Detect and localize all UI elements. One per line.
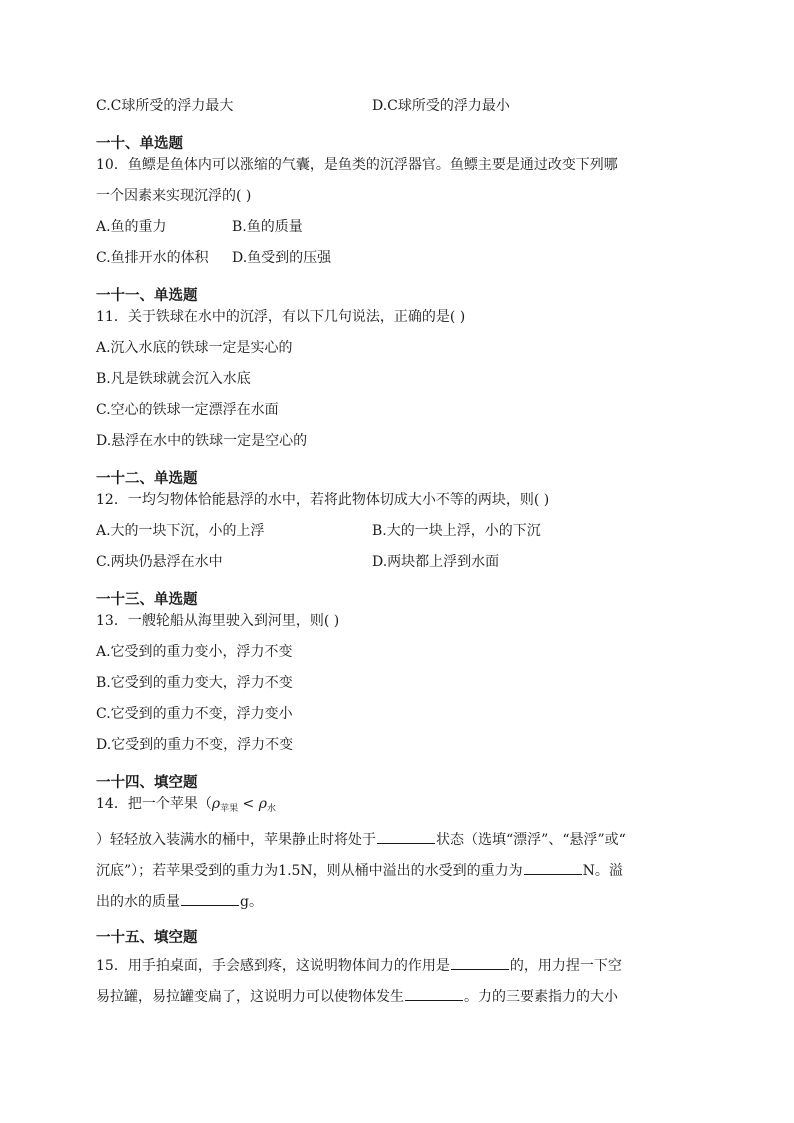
q14-text: 状态（选填“漂浮”、“悬浮”或“ <box>436 832 626 848</box>
q14-heading: 一十四、填空题 <box>96 774 198 791</box>
q10-option-d: D.鱼受到的压强 <box>232 250 332 266</box>
answer-blank[interactable] <box>451 955 509 970</box>
q14-text: ）轻轻放入装满水的桶中，苹果静止时将处于 <box>96 832 376 848</box>
rho-subscript-apple: 苹果 <box>220 804 239 814</box>
q14-text: 出的水的质量 <box>96 894 180 910</box>
q14-stem-prefix: 14．把一个苹果（ <box>96 796 212 812</box>
q15-stem-line1 <box>96 955 622 976</box>
q10-heading: 一十、单选题 <box>96 135 183 152</box>
q13-stem: 13．一艘轮船从海里驶入到河里，则( ) <box>96 613 340 629</box>
q12-option-d: D.两块都上浮到水面 <box>372 554 500 570</box>
q11-option-d: D.悬浮在水中的铁球一定是空心的 <box>96 433 308 449</box>
q10-stem-line1: 10．鱼鳔是鱼体内可以涨缩的气囊，是鱼类的沉浮器官。鱼鳔主要是通过改变下列哪 <box>96 157 618 173</box>
q10-option-a: A.鱼的重力 <box>96 219 167 235</box>
q11-option-c: C.空心的铁球一定漂浮在水面 <box>96 402 279 418</box>
q14-text: g。 <box>240 894 263 910</box>
q14-stem-line1 <box>96 794 276 819</box>
less-than-sign: < <box>242 796 255 812</box>
q15-heading: 一十五、填空题 <box>96 929 198 946</box>
q13-option-c: C.它受到的重力不变，浮力变小 <box>96 706 293 722</box>
q11-option-a: A.沉入水底的铁球一定是实心的 <box>96 340 293 356</box>
q15-text: 。力的三要素指力的大小 <box>464 989 618 1005</box>
q14-stem-line4 <box>96 891 263 912</box>
rho-symbol-apple: ρ <box>211 796 221 812</box>
q12-option-a: A.大的一块下沉，小的上浮 <box>96 523 265 539</box>
q14-text: N。溢 <box>582 863 623 879</box>
q13-option-d: D.它受到的重力不变，浮力不变 <box>96 737 294 753</box>
q10-option-b: B.鱼的质量 <box>232 219 303 235</box>
q14-text: 沉底”）；若苹果受到的重力为1.5N，则从桶中溢出的水受到的重力为 <box>96 863 523 879</box>
q10-stem-line2: 一个因素来实现沉浮的( ) <box>96 188 252 204</box>
q11-stem: 11．关于铁球在水中的沉浮，有以下几句说法，正确的是( ) <box>96 309 466 325</box>
q14-stem-line2 <box>96 829 626 850</box>
q11-heading: 一十一、单选题 <box>96 287 198 304</box>
answer-blank[interactable] <box>524 860 582 875</box>
q15-text: 15．用手拍桌面，手会感到疼，这说明物体间力的作用是 <box>96 958 450 974</box>
q12-option-b: B.大的一块上浮，小的下沉 <box>372 523 541 539</box>
q15-stem-line2 <box>96 986 618 1007</box>
q14-stem-line3 <box>96 860 623 881</box>
q13-option-a: A.它受到的重力变小，浮力不变 <box>96 644 293 660</box>
q13-option-b: B.它受到的重力变大，浮力不变 <box>96 675 293 691</box>
answer-blank[interactable] <box>377 829 435 844</box>
answer-blank[interactable] <box>181 891 239 906</box>
q15-text: 的，用力捏一下空 <box>509 958 622 974</box>
rho-symbol-water: ρ <box>258 796 267 812</box>
q9-option-d: D.C球所受的浮力最小 <box>372 98 510 114</box>
q9-option-c: C.C球所受的浮力最大 <box>96 98 234 114</box>
q10-option-c: C.鱼排开水的体积 <box>96 250 209 266</box>
q12-heading: 一十二、单选题 <box>96 470 198 487</box>
q15-text: 易拉罐，易拉罐变扁了，这说明力可以使物体发生 <box>96 989 404 1005</box>
q12-stem: 12．一均匀物体恰能悬浮的水中，若将此物体切成大小不等的两块，则( ) <box>96 492 550 508</box>
q13-heading: 一十三、单选题 <box>96 591 198 608</box>
rho-subscript-water: 水 <box>266 804 276 814</box>
q12-option-c: C.两块仍悬浮在水中 <box>96 554 223 570</box>
q11-option-b: B.凡是铁球就会沉入水底 <box>96 371 251 387</box>
answer-blank[interactable] <box>405 986 463 1001</box>
